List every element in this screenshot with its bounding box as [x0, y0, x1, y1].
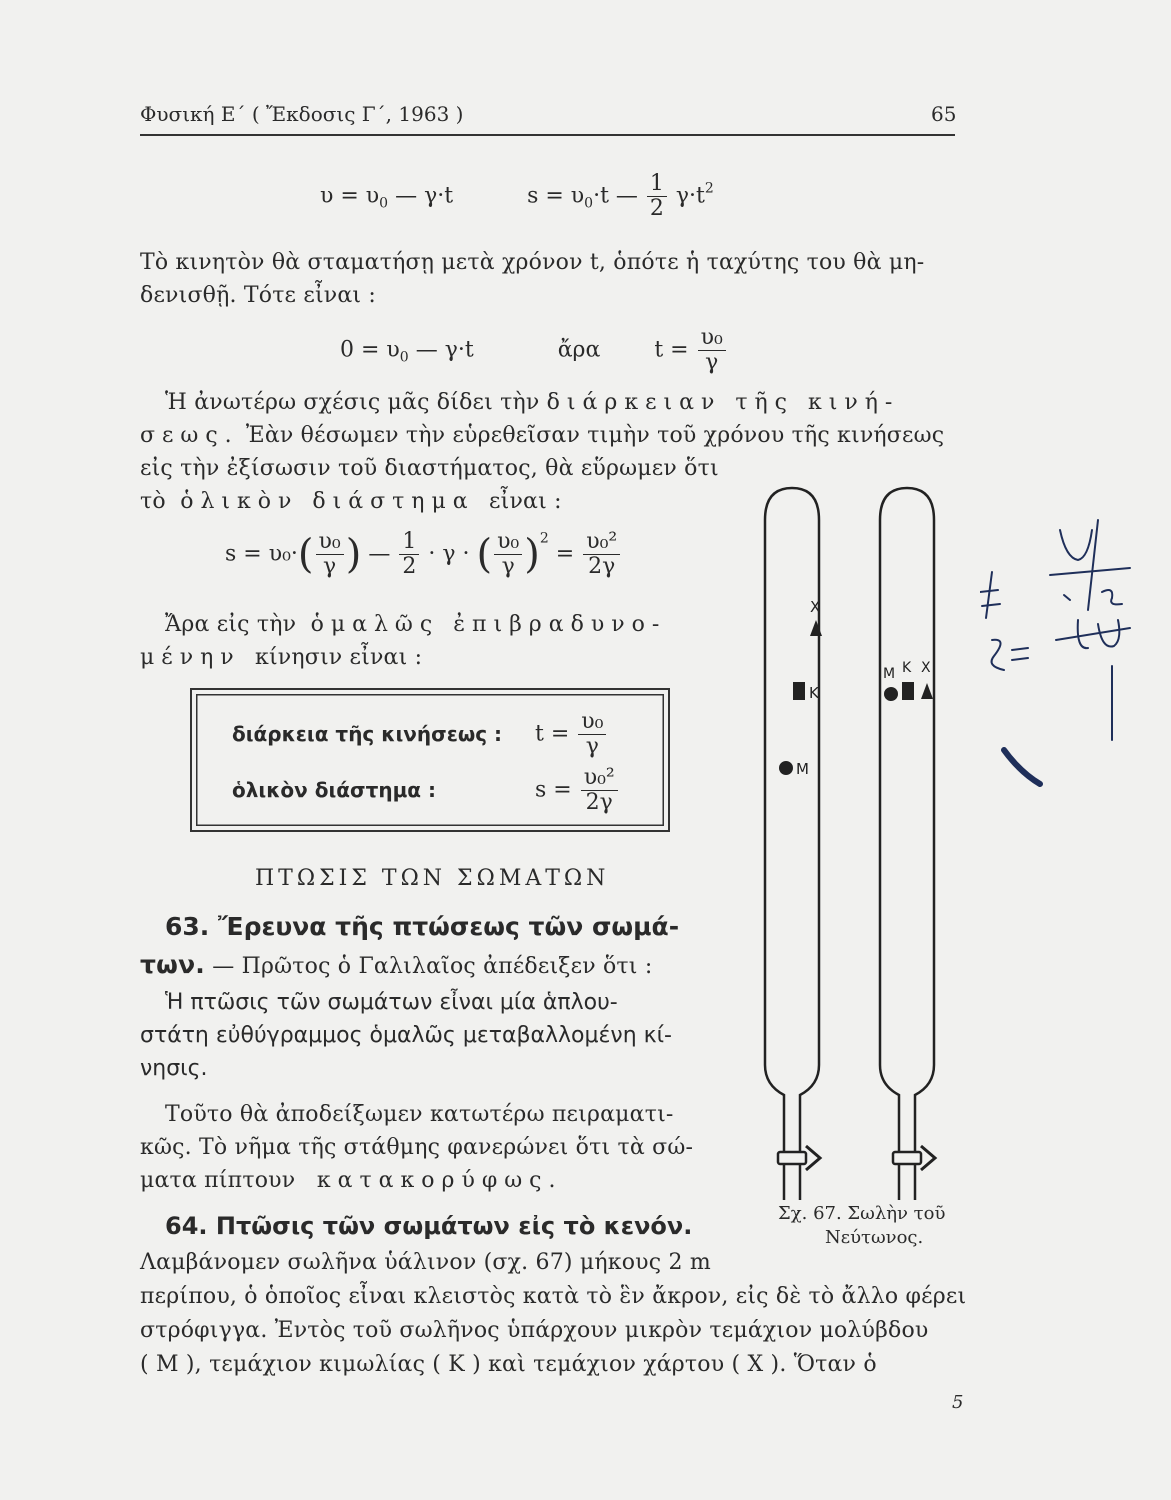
- tube2-chalk-piece: [902, 682, 914, 700]
- para3-line1: Ἄρα εἰς τὴν ὁμαλῶς ἐπιβραδυνο-: [165, 612, 667, 637]
- summary-distance-formula: s = $\frac{\text{υ₀²}}{2\gamma}$: [535, 766, 620, 815]
- art63-p-line2: κῶς. Τὸ νῆμα τῆς στάθμης φανερώνει ὅτι τὰ σώ-: [140, 1135, 694, 1160]
- header-rule: [140, 134, 955, 136]
- art63-law-line2: στάτη εὐθύγραμμος ὁμαλῶς μεταβαλλομένη κί-: [140, 1023, 672, 1048]
- tube-left: [765, 488, 820, 1200]
- art64-line4: ( Μ ), τεμάχιον κιμωλίας ( Κ ) καὶ τεμάχιον χάρτου ( Χ ). Ὅταν ὁ: [140, 1352, 877, 1377]
- tube2-chalk-label: K: [902, 660, 912, 676]
- art64-line2: περίπου, ὁ ὁποῖος εἶναι κλειστὸς κατὰ τὸ ἓν ἄκρον, εἰς δὲ τὸ ἄλλο φέρει: [140, 1284, 967, 1309]
- tube1-paper-label: X: [810, 598, 821, 616]
- equation-stop-time: $0 = \upsilon_0$ — γ·t ἄρα t = $\frac{\text{υ₀}}{\gamma}$: [340, 326, 728, 375]
- tube2-lead-label: M: [883, 666, 896, 682]
- tube1-lead-label: M: [796, 760, 809, 778]
- art63-title-line2: των. — Πρῶτος ὁ Γαλιλαῖος ἀπέδειξεν ὅτι :: [140, 950, 653, 979]
- handwritten-margin-notes: [980, 500, 1160, 800]
- newton-tubes-figure: [740, 480, 960, 1200]
- para2-line4: τὸ ὁλικὸν διάστημα εἶναι :: [140, 489, 562, 514]
- figure-caption-line2: Νεύτωνος.: [825, 1227, 924, 1248]
- para2-line2: σεως. Ἐὰν θέσωμεν τὴν εὑρεθεῖσαν τιμὴν τοῦ χρόνου τῆς κινήσεως: [140, 423, 945, 448]
- art64-title: 64. Πτῶσις τῶν σωμάτων εἰς τὸ κενόν.: [165, 1212, 693, 1240]
- art64-line3: στρόφιγγα. Ἐντὸς τοῦ σωλῆνος ὑπάρχουν μικρὸν τεμάχιον μολύβδου: [140, 1318, 929, 1343]
- para2-line3: εἰς τὴν ἐξίσωσιν τοῦ διαστήματος, θὰ εὕρωμεν ὅτι: [140, 456, 719, 481]
- art63-title-line1: 63. Ἔρευνα τῆς πτώσεως τῶν σωμά-: [165, 912, 680, 941]
- summary-duration-label: διάρκεια τῆς κινήσεως :: [232, 722, 503, 746]
- summary-distance-label: ὁλικὸν διάστημα :: [232, 778, 436, 802]
- tube2-paper-label: X: [921, 660, 931, 676]
- para1-line2: δενισθῇ. Τότε εἶναι :: [140, 283, 377, 308]
- tube2-lead-piece: [884, 687, 898, 701]
- art63-p-line3: ματα πίπτουν κατακορύφως.: [140, 1168, 563, 1193]
- equation-total-distance: s = υ₀·( $\frac{\text{υ₀}}{\gamma}$ ) — $\frac{1}{2}$ · γ · ( $\frac{\text{υ₀}}{\gamma}$ )$^2$ = $\frac{\text{υ₀²}}{2\gamma}$: [225, 530, 622, 579]
- tube-right: [880, 488, 935, 1200]
- tube1-chalk-label: K: [809, 684, 819, 702]
- summary-duration-formula: t = $\frac{\text{υ₀}}{\gamma}$: [535, 710, 608, 759]
- art63-law-line1: Ἡ πτῶσις τῶν σωμάτων εἶναι μία ἁπλου-: [165, 990, 618, 1015]
- running-title: Φυσική Ε΄ ( Ἔκδοσις Γ΄, 1963 ): [140, 102, 464, 126]
- section-heading: ΠΤΩΣΙΣ ΤΩΝ ΣΩΜΑΤΩΝ: [255, 866, 610, 891]
- figure-caption-line1: Σχ. 67. Σωλὴν τοῦ: [778, 1203, 946, 1224]
- para2-line1: Ἡ ἀνωτέρω σχέσις μᾶς δίδει τὴν διάρκειαν τῆς κινή-: [165, 390, 900, 415]
- tube1-lead-piece: [779, 761, 793, 775]
- signature-mark: 5: [952, 1392, 964, 1413]
- tube1-chalk-piece: [793, 682, 805, 700]
- para1-line1: Τὸ κινητὸν θὰ σταματήσῃ μετὰ χρόνον t, ὁπότε ἡ ταχύτης του θὰ μη-: [140, 250, 925, 275]
- art64-line1: Λαμβάνομεν σωλῆνα ὑάλινον (σχ. 67) μήκους 2 m: [140, 1250, 711, 1275]
- art63-p-line1: Τοῦτο θὰ ἀποδείξωμεν κατωτέρω πειραματι-: [165, 1102, 674, 1127]
- equation-velocity-distance: $\upsilon = \upsilon_0$ — γ·t $s = \upsilon_0\cdot t$ — $\frac{1}{2}$ $\gamma\cdot t^2$: [320, 171, 714, 222]
- page-number: 65: [931, 102, 957, 126]
- tube2-paper-piece: [921, 683, 933, 699]
- para3-line2: μένην κίνησιν εἶναι :: [140, 645, 423, 670]
- art63-law-line3: νησις.: [140, 1056, 208, 1081]
